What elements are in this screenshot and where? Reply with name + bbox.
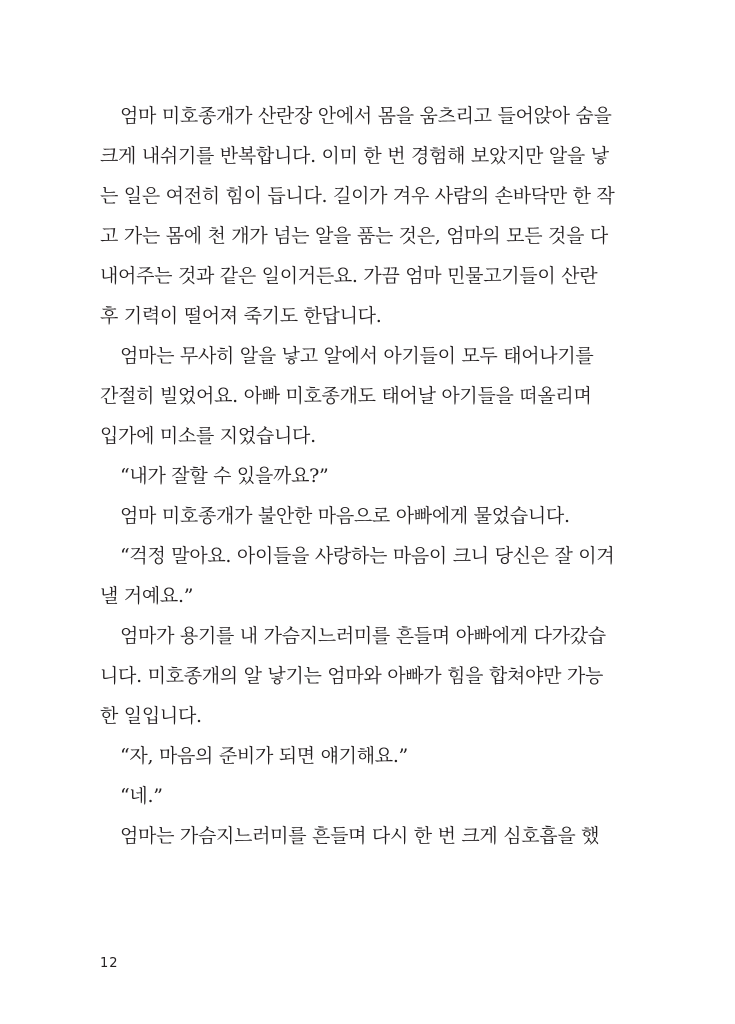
text-line: 엄마는 무사히 알을 낳고 알에서 아기들이 모두 태어나기를 <box>120 345 594 367</box>
text-line: 엄마 미호종개가 불안한 마음으로 아빠에게 물었습니다. <box>120 505 570 527</box>
text-line: 엄마가 용기를 내 가슴지느러미를 흔들며 아빠에게 다가갔습 <box>120 625 606 647</box>
text-line: 내어주는 것과 같은 일이거든요. 가끔 엄마 민물고기들이 산란 <box>100 265 598 287</box>
page-body <box>100 96 630 856</box>
dialogue-line: 낼 거예요.” <box>100 585 194 607</box>
text-line: 후 기력이 떨어져 죽기도 한답니다. <box>100 305 382 327</box>
dialogue-line: “네.” <box>120 785 163 807</box>
dialogue-line: “걱정 말아요. 아이들을 사랑하는 마음이 크니 당신은 잘 이겨 <box>120 545 615 567</box>
text-line: 엄마 미호종개가 산란장 안에서 몸을 움츠리고 들어앉아 숨을 <box>120 105 612 127</box>
text-line: 니다. 미호종개의 알 낳기는 엄마와 아빠가 힘을 합쳐야만 가능 <box>100 665 604 687</box>
text-line: 간절히 빌었어요. 아빠 미호종개도 태어날 아기들을 떠올리며 <box>100 385 592 407</box>
dialogue-line: “내가 잘할 수 있을까요?” <box>120 465 329 487</box>
text-line: 고 가는 몸에 천 개가 넘는 알을 품는 것은, 엄마의 모든 것을 다 <box>100 225 608 247</box>
text-line: 엄마는 가슴지느러미를 흔들며 다시 한 번 크게 심호흡을 했 <box>120 825 600 847</box>
text-line: 는 일은 여전히 힘이 듭니다. 길이가 겨우 사람의 손바닥만 한 작 <box>100 185 615 207</box>
text-line: 한 일입니다. <box>100 705 202 727</box>
text-line: 입가에 미소를 지었습니다. <box>100 425 316 447</box>
dialogue-line: “자, 마음의 준비가 되면 얘기해요.” <box>120 745 408 767</box>
text-line: 크게 내쉬기를 반복합니다. 이미 한 번 경험해 보았지만 알을 낳 <box>100 145 609 167</box>
page-number: 12 <box>100 956 119 971</box>
